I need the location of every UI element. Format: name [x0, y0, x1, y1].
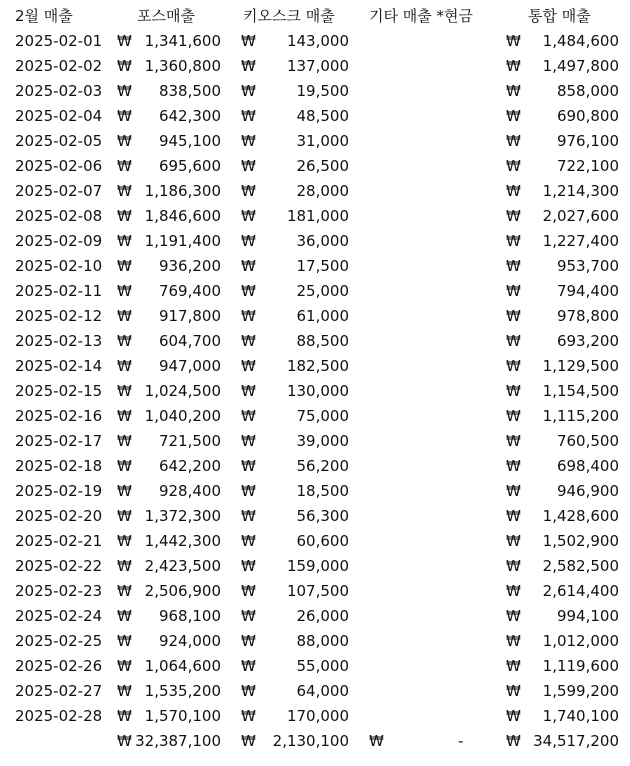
currency-symbol: ₩ — [241, 732, 256, 750]
currency-symbol: ₩ — [241, 357, 256, 375]
currency-symbol: ₩ — [117, 407, 132, 425]
currency-symbol: ₩ — [506, 582, 521, 600]
row-date: 2025-02-20 — [15, 507, 103, 525]
row-kiosk-sales: 107,500 — [286, 582, 349, 600]
currency-symbol: ₩ — [506, 82, 521, 100]
table-row — [0, 504, 630, 529]
row-date: 2025-02-17 — [15, 432, 103, 450]
row-total-sales: 976,100 — [556, 132, 619, 150]
currency-symbol: ₩ — [241, 582, 256, 600]
row-kiosk-sales: 31,000 — [296, 132, 349, 150]
row-total-sales: 1,502,900 — [542, 532, 619, 550]
row-pos-sales: 1,186,300 — [144, 182, 221, 200]
row-pos-sales: 642,200 — [158, 457, 221, 475]
currency-symbol: ₩ — [117, 282, 132, 300]
currency-symbol: ₩ — [117, 132, 132, 150]
total-other: - — [458, 732, 464, 750]
row-total-sales: 1,214,300 — [542, 182, 619, 200]
currency-symbol: ₩ — [506, 532, 521, 550]
row-pos-sales: 917,800 — [158, 307, 221, 325]
row-pos-sales: 928,400 — [158, 482, 221, 500]
currency-symbol: ₩ — [506, 157, 521, 175]
currency-symbol: ₩ — [241, 707, 256, 725]
row-kiosk-sales: 181,000 — [286, 207, 349, 225]
row-kiosk-sales: 143,000 — [286, 32, 349, 50]
row-total-sales: 2,582,500 — [542, 557, 619, 575]
currency-symbol: ₩ — [117, 457, 132, 475]
row-date: 2025-02-05 — [15, 132, 103, 150]
row-date: 2025-02-02 — [15, 57, 103, 75]
row-pos-sales: 1,442,300 — [144, 532, 221, 550]
table-row — [0, 304, 630, 329]
row-kiosk-sales: 19,500 — [296, 82, 349, 100]
currency-symbol: ₩ — [241, 657, 256, 675]
row-kiosk-sales: 88,500 — [296, 332, 349, 350]
row-kiosk-sales: 159,000 — [286, 557, 349, 575]
table-row — [0, 479, 630, 504]
table-row — [0, 79, 630, 104]
currency-symbol: ₩ — [117, 157, 132, 175]
table-row — [0, 379, 630, 404]
row-kiosk-sales: 55,000 — [296, 657, 349, 675]
currency-symbol: ₩ — [506, 332, 521, 350]
currency-symbol: ₩ — [241, 532, 256, 550]
currency-symbol: ₩ — [117, 332, 132, 350]
row-pos-sales: 1,064,600 — [144, 657, 221, 675]
row-total-sales: 978,800 — [556, 307, 619, 325]
row-date: 2025-02-07 — [15, 182, 103, 200]
currency-symbol: ₩ — [117, 682, 132, 700]
total-pos: 32,387,100 — [135, 732, 221, 750]
row-kiosk-sales: 64,000 — [296, 682, 349, 700]
row-kiosk-sales: 61,000 — [296, 307, 349, 325]
currency-symbol: ₩ — [506, 32, 521, 50]
row-pos-sales: 945,100 — [158, 132, 221, 150]
row-kiosk-sales: 60,600 — [296, 532, 349, 550]
currency-symbol: ₩ — [241, 32, 256, 50]
row-kiosk-sales: 182,500 — [286, 357, 349, 375]
row-date: 2025-02-27 — [15, 682, 103, 700]
currency-symbol: ₩ — [506, 707, 521, 725]
table-row — [0, 679, 630, 704]
currency-symbol: ₩ — [241, 332, 256, 350]
row-kiosk-sales: 170,000 — [286, 707, 349, 725]
currency-symbol: ₩ — [117, 432, 132, 450]
row-date: 2025-02-10 — [15, 257, 103, 275]
table-row — [0, 54, 630, 79]
currency-symbol: ₩ — [117, 57, 132, 75]
row-total-sales: 1,740,100 — [542, 707, 619, 725]
currency-symbol: ₩ — [506, 257, 521, 275]
row-total-sales: 946,900 — [556, 482, 619, 500]
table-row — [0, 154, 630, 179]
header-row — [0, 4, 630, 29]
row-kiosk-sales: 17,500 — [296, 257, 349, 275]
row-pos-sales: 1,360,800 — [144, 57, 221, 75]
total-combined: 34,517,200 — [533, 732, 619, 750]
currency-symbol: ₩ — [506, 557, 521, 575]
row-pos-sales: 2,423,500 — [144, 557, 221, 575]
table-row — [0, 454, 630, 479]
row-pos-sales: 2,506,900 — [144, 582, 221, 600]
row-pos-sales: 1,024,500 — [144, 382, 221, 400]
row-pos-sales: 1,341,600 — [144, 32, 221, 50]
table-row — [0, 404, 630, 429]
table-row — [0, 604, 630, 629]
row-kiosk-sales: 26,000 — [296, 607, 349, 625]
table-row — [0, 429, 630, 454]
currency-symbol: ₩ — [117, 307, 132, 325]
row-date: 2025-02-26 — [15, 657, 103, 675]
currency-symbol: ₩ — [241, 132, 256, 150]
row-total-sales: 1,012,000 — [542, 632, 619, 650]
row-kiosk-sales: 28,000 — [296, 182, 349, 200]
currency-symbol: ₩ — [241, 157, 256, 175]
row-pos-sales: 947,000 — [158, 357, 221, 375]
row-total-sales: 858,000 — [556, 82, 619, 100]
currency-symbol: ₩ — [117, 182, 132, 200]
row-total-sales: 1,129,500 — [542, 357, 619, 375]
currency-symbol: ₩ — [241, 557, 256, 575]
row-kiosk-sales: 39,000 — [296, 432, 349, 450]
row-pos-sales: 968,100 — [158, 607, 221, 625]
row-pos-sales: 642,300 — [158, 107, 221, 125]
row-kiosk-sales: 25,000 — [296, 282, 349, 300]
row-total-sales: 722,100 — [556, 157, 619, 175]
row-date: 2025-02-24 — [15, 607, 103, 625]
currency-symbol: ₩ — [506, 232, 521, 250]
currency-symbol: ₩ — [369, 732, 384, 750]
currency-symbol: ₩ — [506, 357, 521, 375]
row-pos-sales: 1,372,300 — [144, 507, 221, 525]
currency-symbol: ₩ — [241, 232, 256, 250]
currency-symbol: ₩ — [117, 32, 132, 50]
currency-symbol: ₩ — [506, 507, 521, 525]
currency-symbol: ₩ — [506, 207, 521, 225]
row-total-sales: 1,484,600 — [542, 32, 619, 50]
row-date: 2025-02-04 — [15, 107, 103, 125]
row-total-sales: 2,027,600 — [542, 207, 619, 225]
total-kiosk: 2,130,100 — [272, 732, 349, 750]
currency-symbol: ₩ — [241, 307, 256, 325]
row-kiosk-sales: 137,000 — [286, 57, 349, 75]
row-kiosk-sales: 36,000 — [296, 232, 349, 250]
row-date: 2025-02-23 — [15, 582, 103, 600]
table-row — [0, 654, 630, 679]
currency-symbol: ₩ — [117, 507, 132, 525]
row-kiosk-sales: 48,500 — [296, 107, 349, 125]
row-date: 2025-02-13 — [15, 332, 103, 350]
row-date: 2025-02-08 — [15, 207, 103, 225]
row-date: 2025-02-11 — [15, 282, 103, 300]
currency-symbol: ₩ — [241, 82, 256, 100]
currency-symbol: ₩ — [117, 707, 132, 725]
row-date: 2025-02-06 — [15, 157, 103, 175]
currency-symbol: ₩ — [117, 207, 132, 225]
row-date: 2025-02-03 — [15, 82, 103, 100]
row-total-sales: 794,400 — [556, 282, 619, 300]
row-date: 2025-02-28 — [15, 707, 103, 725]
row-total-sales: 1,119,600 — [542, 657, 619, 675]
currency-symbol: ₩ — [117, 357, 132, 375]
row-pos-sales: 924,000 — [158, 632, 221, 650]
currency-symbol: ₩ — [506, 432, 521, 450]
table-row — [0, 254, 630, 279]
currency-symbol: ₩ — [506, 682, 521, 700]
table-row — [0, 279, 630, 304]
table-row — [0, 129, 630, 154]
currency-symbol: ₩ — [117, 607, 132, 625]
row-kiosk-sales: 88,000 — [296, 632, 349, 650]
currency-symbol: ₩ — [241, 632, 256, 650]
currency-symbol: ₩ — [241, 182, 256, 200]
row-total-sales: 953,700 — [556, 257, 619, 275]
currency-symbol: ₩ — [241, 257, 256, 275]
currency-symbol: ₩ — [506, 607, 521, 625]
currency-symbol: ₩ — [506, 632, 521, 650]
row-date: 2025-02-22 — [15, 557, 103, 575]
currency-symbol: ₩ — [117, 107, 132, 125]
row-date: 2025-02-21 — [15, 532, 103, 550]
currency-symbol: ₩ — [117, 582, 132, 600]
row-date: 2025-02-18 — [15, 457, 103, 475]
currency-symbol: ₩ — [117, 232, 132, 250]
header-total-sales: 통합 매출 — [528, 7, 591, 25]
currency-symbol: ₩ — [506, 57, 521, 75]
currency-symbol: ₩ — [241, 107, 256, 125]
row-total-sales: 2,614,400 — [542, 582, 619, 600]
currency-symbol: ₩ — [117, 657, 132, 675]
currency-symbol: ₩ — [241, 407, 256, 425]
currency-symbol: ₩ — [117, 732, 132, 750]
currency-symbol: ₩ — [506, 407, 521, 425]
currency-symbol: ₩ — [241, 57, 256, 75]
currency-symbol: ₩ — [241, 482, 256, 500]
table-row — [0, 229, 630, 254]
row-pos-sales: 1,191,400 — [144, 232, 221, 250]
header-kiosk-sales: 키오스크 매출 — [243, 7, 335, 25]
table-row — [0, 204, 630, 229]
currency-symbol: ₩ — [506, 657, 521, 675]
currency-symbol: ₩ — [506, 382, 521, 400]
currency-symbol: ₩ — [117, 557, 132, 575]
currency-symbol: ₩ — [117, 632, 132, 650]
currency-symbol: ₩ — [506, 457, 521, 475]
row-pos-sales: 604,700 — [158, 332, 221, 350]
currency-symbol: ₩ — [506, 182, 521, 200]
row-total-sales: 1,428,600 — [542, 507, 619, 525]
row-date: 2025-02-16 — [15, 407, 103, 425]
row-total-sales: 1,154,500 — [542, 382, 619, 400]
currency-symbol: ₩ — [117, 382, 132, 400]
row-pos-sales: 1,535,200 — [144, 682, 221, 700]
row-total-sales: 693,200 — [556, 332, 619, 350]
sheet-title: 2월 매출 — [15, 7, 73, 25]
currency-symbol: ₩ — [241, 607, 256, 625]
currency-symbol: ₩ — [241, 382, 256, 400]
row-kiosk-sales: 18,500 — [296, 482, 349, 500]
header-pos-sales: 포스매출 — [137, 7, 195, 25]
currency-symbol: ₩ — [241, 282, 256, 300]
row-date: 2025-02-12 — [15, 307, 103, 325]
row-pos-sales: 1,040,200 — [144, 407, 221, 425]
currency-symbol: ₩ — [506, 132, 521, 150]
row-date: 2025-02-15 — [15, 382, 103, 400]
currency-symbol: ₩ — [506, 107, 521, 125]
currency-symbol: ₩ — [506, 482, 521, 500]
table-row — [0, 554, 630, 579]
row-total-sales: 698,400 — [556, 457, 619, 475]
currency-symbol: ₩ — [241, 507, 256, 525]
table-row — [0, 104, 630, 129]
currency-symbol: ₩ — [117, 482, 132, 500]
row-date: 2025-02-01 — [15, 32, 103, 50]
currency-symbol: ₩ — [241, 682, 256, 700]
row-total-sales: 1,599,200 — [542, 682, 619, 700]
totals-row — [0, 729, 630, 754]
row-total-sales: 690,800 — [556, 107, 619, 125]
table-row — [0, 529, 630, 554]
currency-symbol: ₩ — [117, 532, 132, 550]
row-total-sales: 994,100 — [556, 607, 619, 625]
table-row — [0, 354, 630, 379]
currency-symbol: ₩ — [117, 257, 132, 275]
header-other-sales: 기타 매출 *현금 — [369, 7, 473, 25]
currency-symbol: ₩ — [506, 282, 521, 300]
row-date: 2025-02-09 — [15, 232, 103, 250]
row-pos-sales: 769,400 — [158, 282, 221, 300]
row-date: 2025-02-19 — [15, 482, 103, 500]
table-row — [0, 329, 630, 354]
row-pos-sales: 838,500 — [158, 82, 221, 100]
row-total-sales: 1,227,400 — [542, 232, 619, 250]
row-total-sales: 1,497,800 — [542, 57, 619, 75]
currency-symbol: ₩ — [241, 207, 256, 225]
currency-symbol: ₩ — [241, 432, 256, 450]
row-total-sales: 1,115,200 — [542, 407, 619, 425]
table-row — [0, 29, 630, 54]
row-pos-sales: 1,570,100 — [144, 707, 221, 725]
currency-symbol: ₩ — [506, 307, 521, 325]
row-pos-sales: 1,846,600 — [144, 207, 221, 225]
row-kiosk-sales: 130,000 — [286, 382, 349, 400]
currency-symbol: ₩ — [117, 82, 132, 100]
row-pos-sales: 721,500 — [158, 432, 221, 450]
currency-symbol: ₩ — [241, 457, 256, 475]
row-pos-sales: 695,600 — [158, 157, 221, 175]
table-row — [0, 704, 630, 729]
row-kiosk-sales: 56,200 — [296, 457, 349, 475]
table-row — [0, 579, 630, 604]
row-date: 2025-02-25 — [15, 632, 103, 650]
row-total-sales: 760,500 — [556, 432, 619, 450]
row-pos-sales: 936,200 — [158, 257, 221, 275]
row-date: 2025-02-14 — [15, 357, 103, 375]
table-row — [0, 179, 630, 204]
currency-symbol: ₩ — [506, 732, 521, 750]
row-kiosk-sales: 75,000 — [296, 407, 349, 425]
table-row — [0, 629, 630, 654]
row-kiosk-sales: 56,300 — [296, 507, 349, 525]
row-kiosk-sales: 26,500 — [296, 157, 349, 175]
